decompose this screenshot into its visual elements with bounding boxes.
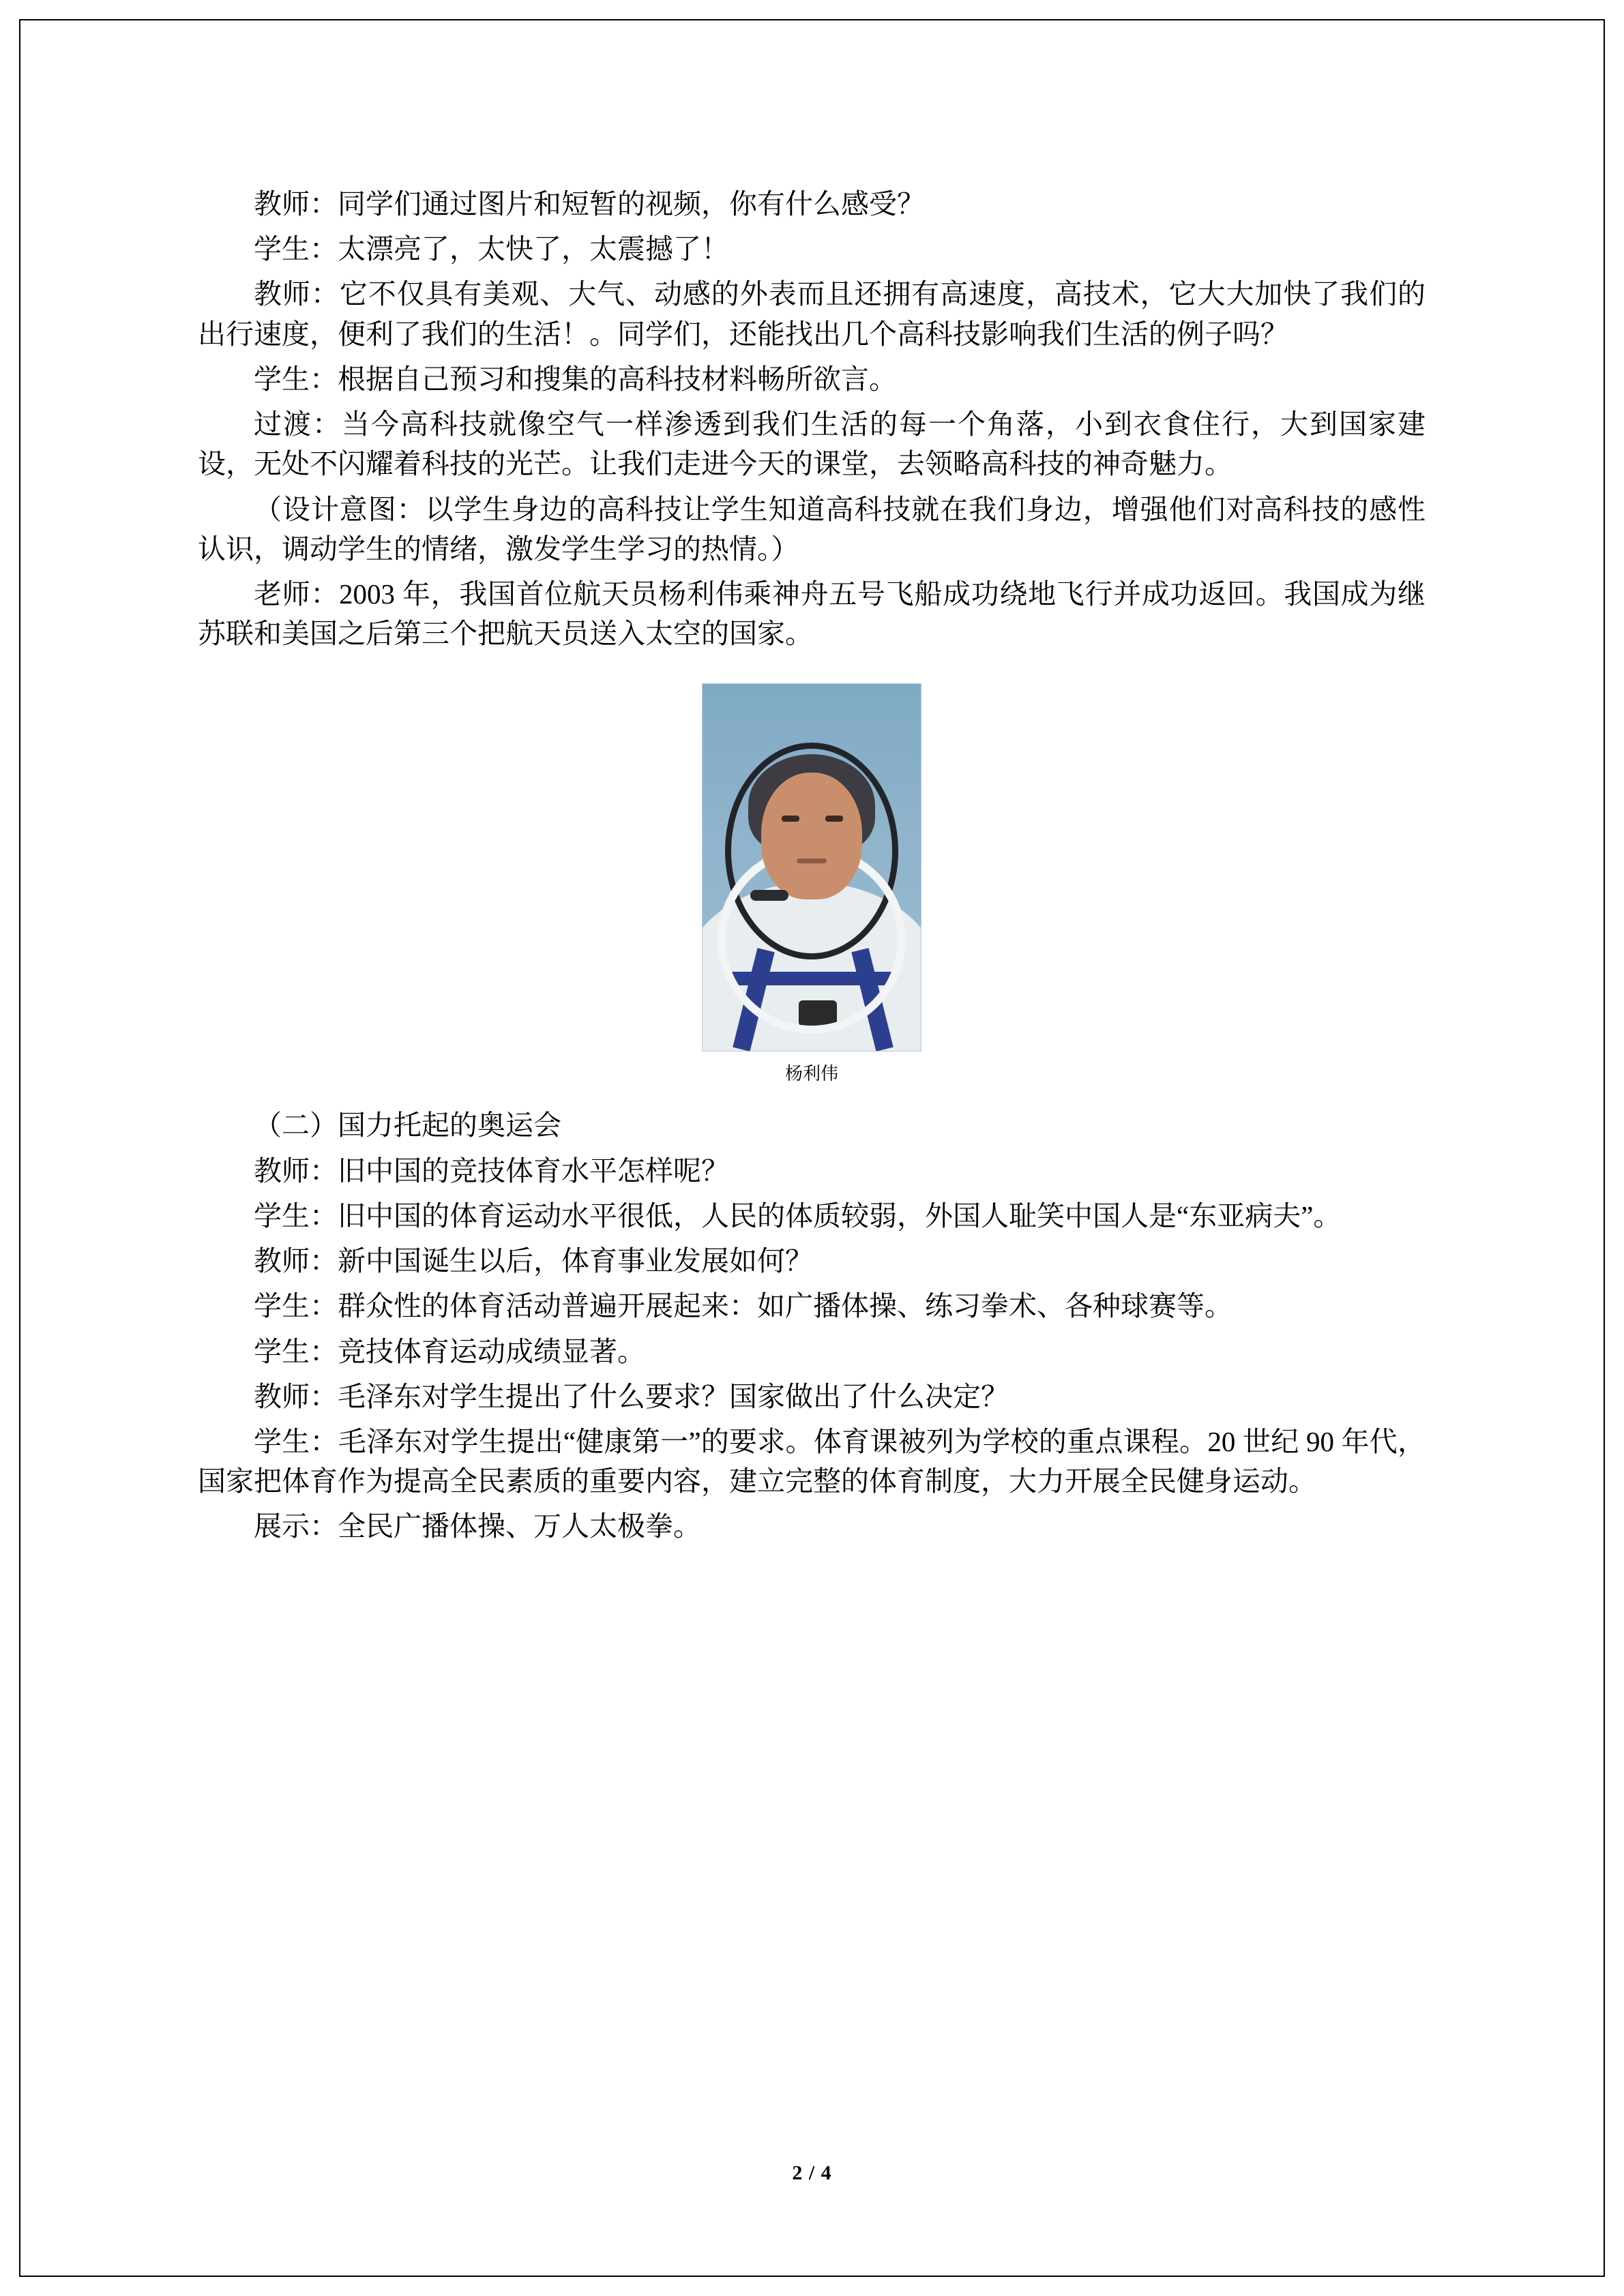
paragraph: 教师：它不仅具有美观、大气、动感的外表而且还拥有高速度，高技术，它大大加快了我们的出行速度，便利了我们的生活！。同学们，还能找出几个高科技影响我们生活的例子吗？ [198,278,1426,350]
paragraph: 教师：毛泽东对学生提出了什么要求？国家做出了什么决定？ [254,1380,1009,1412]
astronaut-portrait [702,683,921,1085]
paragraph: 学生：太漂亮了，太快了，太震撼了！ [254,233,729,265]
eye-left [782,816,799,822]
document-content [198,184,1426,1552]
paragraph: 展示：全民广播体操、万人太极拳。 [254,1510,701,1542]
paragraph: 老师：2003 年，我国首位航天员杨利伟乘神舟五号飞船成功绕地飞行并成功返回。我国成为继苏联和美国之后第三个把航天员送入太空的国家。 [198,578,1426,650]
paragraph: 学生：根据自己预习和搜集的高科技材料畅所欲言。 [254,363,897,395]
eye-right [825,816,843,822]
figure-caption: 杨利伟 [784,1064,838,1084]
paragraph: 过渡：当今高科技就像空气一样渗透到我们生活的每一个角落，小到衣食住行，大到国家建设，无处不闪耀着科技的光芒。让我们走进今天的课堂，去领略高科技的神奇魅力。 [198,408,1426,480]
paragraph-heading: （二）国力托起的奥运会 [254,1109,561,1142]
page-number: 2 / 4 [792,2162,832,2184]
face [761,773,862,899]
paragraph: （设计意图：以学生身边的高科技让学生知道高科技就在我们身边，增强他们对高科技的感性认识，调动学生的情绪，激发学生学习的热情。） [198,493,1426,565]
paragraph: 教师：新中国诞生以后，体育事业发展如何？ [254,1245,813,1277]
paragraph: 学生：竞技体育运动成绩显著。 [254,1335,645,1367]
paragraph: 学生：毛泽东对学生提出“健康第一”的要求。体育课被列为学校的重点课程。20 世纪 90 年代，国家把体育作为提高全民素质的重要内容，建立完整的体育制度，大力开展全民健身运动。 [198,1425,1426,1497]
microphone-icon [750,890,788,901]
mouth [797,859,827,863]
paragraph: 教师：同学们通过图片和短暂的视频，你有什么感受？ [254,188,925,220]
paragraph: 学生：旧中国的体育运动水平很低，人民的体质较弱，外国人耻笑中国人是“东亚病夫”。 [254,1199,1342,1232]
paragraph: 教师：旧中国的竞技体育水平怎样呢？ [254,1154,729,1187]
astronaut-photo [702,683,921,1052]
paragraph: 学生：群众性的体育活动普遍开展起来：如广播体操、练习拳术、各种球赛等。 [254,1290,1232,1322]
figure [198,683,1426,1085]
